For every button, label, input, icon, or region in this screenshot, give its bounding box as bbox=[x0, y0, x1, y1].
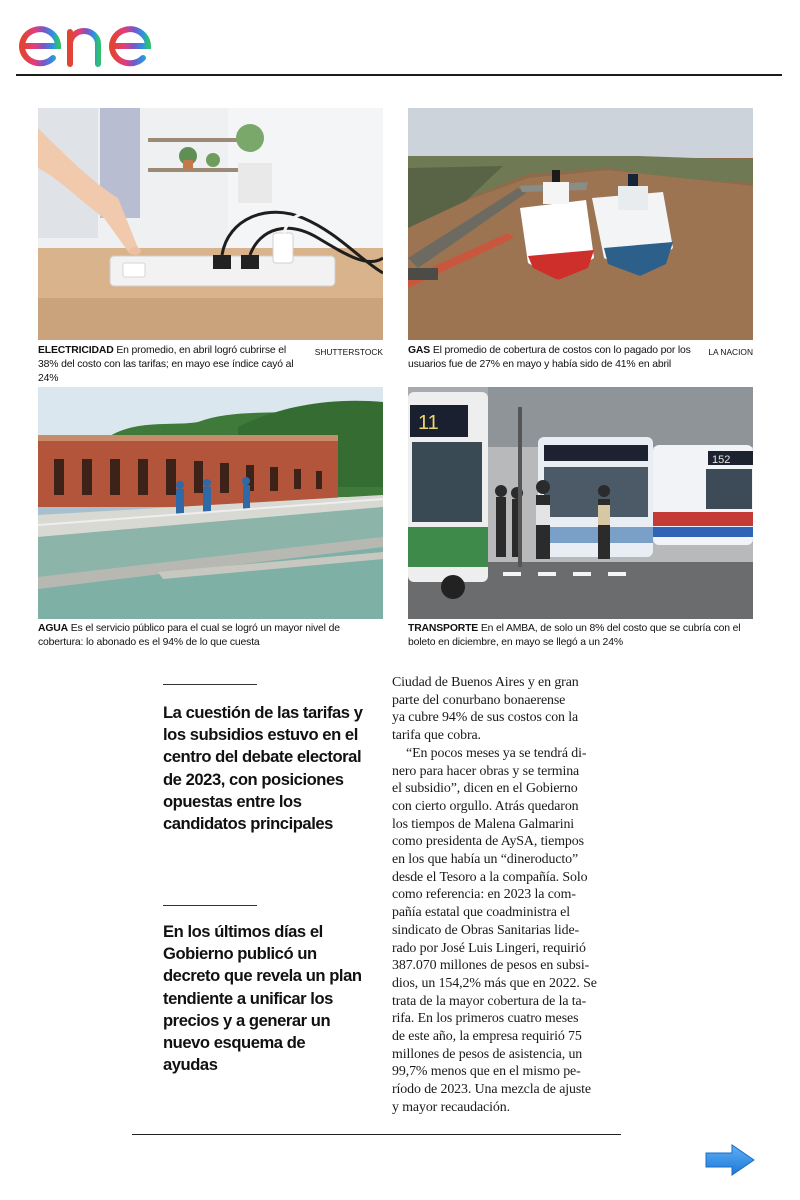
article-line: sindicato de Obras Sanitarias lide- bbox=[392, 922, 580, 938]
photo-credit: LA NACION bbox=[708, 347, 753, 357]
article-line: millones de pesos de asistencia, un bbox=[392, 1046, 583, 1062]
article-line: con cierto orgullo. Atrás quedaron bbox=[392, 798, 579, 814]
article-line: en los que había un “dineroducto” bbox=[392, 852, 579, 868]
caption-water bbox=[38, 622, 383, 650]
photo-transport bbox=[408, 387, 753, 619]
caption-gas bbox=[408, 344, 753, 372]
article-paragraph bbox=[392, 674, 618, 745]
arrow-right-icon bbox=[704, 1143, 756, 1177]
article-line: como referencia: en 2023 la com- bbox=[392, 887, 576, 903]
pull-quote-divider bbox=[163, 684, 257, 685]
pull-quote: La cuestión de las tarifas y los subsidios estuvo en el centro del debate electoral de 2023, con posiciones opuestas entre los candidatos principales bbox=[163, 703, 363, 834]
article-line: “En pocos meses ya se tendrá di- bbox=[406, 745, 587, 761]
photo-gas bbox=[408, 108, 753, 340]
caption-text: En el AMBA, de solo un 8% del costo que se cubría con el boleto en diciembre, en mayo se llegó a un 24% bbox=[408, 623, 741, 648]
article-line: rifa. En los primeros cuatro meses bbox=[392, 1011, 579, 1027]
article-line: nero para hacer obras y se termina bbox=[392, 763, 580, 779]
article-line: de este año, la empresa requirió 75 bbox=[392, 1029, 582, 1045]
caption-electricity bbox=[38, 344, 383, 386]
article-line: los tiempos de Malena Galmarini bbox=[392, 816, 575, 832]
article-line: 387.070 millones de pesos en subsi- bbox=[392, 958, 590, 974]
caption-transport bbox=[408, 622, 753, 650]
article-line: el subsidio”, dicen en el Gobierno bbox=[392, 781, 578, 797]
bus-route-left: 11 bbox=[418, 412, 439, 434]
caption-category: AGUA bbox=[38, 623, 68, 634]
article-line: dios, un 154,2% más que en 2022. Se bbox=[392, 975, 597, 991]
enel-logo bbox=[16, 8, 186, 70]
article-paragraph bbox=[392, 745, 618, 1117]
article-line: pañía estatal que coadministra el bbox=[392, 905, 570, 921]
article-line: parte del conurbano bonaerense bbox=[392, 692, 566, 708]
caption-category: TRANSPORTE bbox=[408, 623, 479, 634]
article-line: 99,7% menos que en el mismo pe- bbox=[392, 1064, 581, 1080]
caption-text: Es el servicio público para el cual se logró un mayor nivel de cobertura: lo abonado es el 94% de lo que cuesta bbox=[38, 623, 340, 648]
photo-electricity bbox=[38, 108, 383, 340]
article-body bbox=[392, 674, 618, 1117]
caption-text: En promedio, en abril logró cubrirse el 38% del costo con las tarifas; en mayo ese índice cayó al 24% bbox=[38, 345, 294, 384]
caption-text: El promedio de cobertura de costos con lo pagado por los usuarios fue de 27% en mayo y había sido de 41% en abril bbox=[408, 345, 691, 370]
article-line: tarifa que cobra. bbox=[392, 728, 481, 744]
photo-credit: SHUTTERSTOCK bbox=[314, 347, 383, 357]
enel-logo-icon bbox=[16, 8, 186, 70]
bus-route-right: 152 bbox=[712, 454, 731, 466]
photo-water bbox=[38, 387, 383, 619]
article-line: trata de la mayor cobertura de la ta- bbox=[392, 993, 587, 1009]
footer-divider bbox=[132, 1134, 621, 1135]
article-line: y mayor recaudación. bbox=[392, 1099, 510, 1115]
pull-quote: En los últimos días el Gobierno publicó un decreto que revela un plan tendiente a unificar los precios y a generar un nuevo esquema de ayudas bbox=[163, 922, 362, 1075]
article-line: desde el Tesoro a la compañía. Solo bbox=[392, 869, 588, 885]
article-line: como presidenta de AySA, tiempos bbox=[392, 834, 584, 850]
caption-category: GAS bbox=[408, 345, 431, 356]
next-page-button[interactable] bbox=[704, 1143, 756, 1177]
header-divider bbox=[16, 74, 782, 76]
article-line: ríodo de 2023. Una mezcla de ajuste bbox=[392, 1082, 591, 1098]
article-line: rado por José Luis Lingeri, requirió bbox=[392, 940, 586, 956]
article-line: ya cubre 94% de sus costos con la bbox=[392, 710, 579, 726]
pull-quote-divider bbox=[163, 905, 257, 906]
article-line: Ciudad de Buenos Aires y en gran bbox=[392, 675, 579, 690]
caption-category: ELECTRICIDAD bbox=[38, 345, 114, 356]
